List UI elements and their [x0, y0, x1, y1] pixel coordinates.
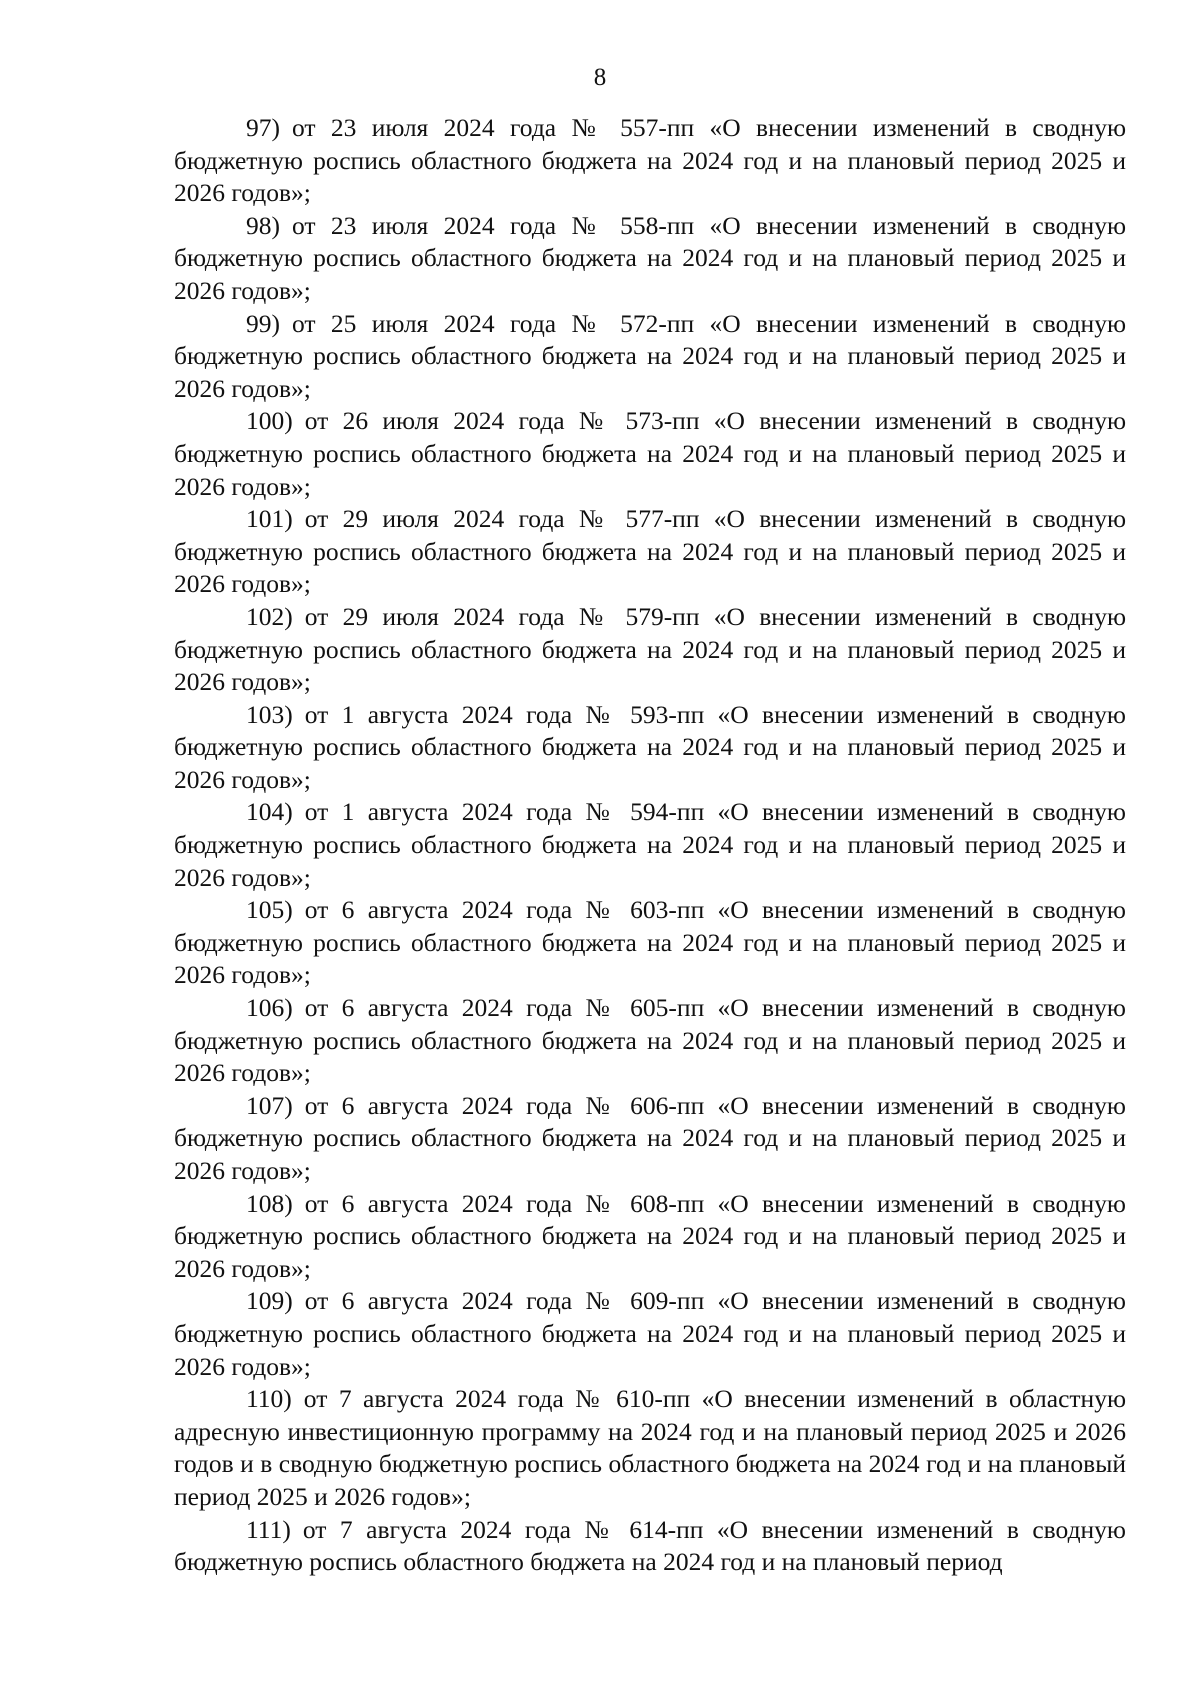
- item-text: от 6 августа 2024 года № 608-пп «О внесении изменений в сводную бюджетную роспись областного бюджета на 2024 год и на плановый период 2025 и 2026 годов»;: [174, 1188, 1126, 1283]
- list-item: [174, 1514, 1126, 1579]
- page-number: 8: [593, 64, 607, 91]
- item-text: от 29 июля 2024 года № 579-пп «О внесении изменений в сводную бюджетную роспись областного бюджета на 2024 год и на плановый период 2025 и 2026 годов»;: [174, 601, 1126, 697]
- list-item: [174, 601, 1126, 699]
- list-item: [174, 1188, 1126, 1286]
- item-number: 99): [246, 308, 280, 338]
- item-number: 108): [246, 1188, 293, 1218]
- item-text: от 23 июля 2024 года № 557-пп «О внесении изменений в сводную бюджетную роспись областного бюджета на 2024 год и на плановый период 2025 и 2026 годов»;: [174, 113, 1126, 208]
- item-text: от 7 августа 2024 года № 610-пп «О внесении изменений в областную адресную инвестиционную программу на 2024 год и на плановый период 2025 и 2026 годов и в сводную бюджетную роспись областного бюджета на 2024 год и на плановый период 2025 и 2026 годов»;: [174, 1384, 1126, 1511]
- item-number: 110): [246, 1384, 292, 1414]
- item-number: 101): [246, 504, 293, 534]
- item-text: от 6 августа 2024 года № 603-пп «О внесении изменений в сводную бюджетную роспись областного бюджета на 2024 год и на плановый период 2025 и 2026 годов»;: [174, 895, 1126, 990]
- list-item: [174, 992, 1126, 1090]
- list-item: [174, 112, 1126, 210]
- item-number: 109): [246, 1286, 293, 1316]
- list-item: [174, 1090, 1126, 1188]
- list-item: [174, 894, 1126, 992]
- item-text: от 23 июля 2024 года № 558-пп «О внесении изменений в сводную бюджетную роспись областного бюджета на 2024 год и на плановый период 2025 и 2026 годов»;: [174, 210, 1126, 305]
- item-text: от 6 августа 2024 года № 605-пп «О внесении изменений в сводную бюджетную роспись областного бюджета на 2024 год и на плановый период 2025 и 2026 годов»;: [174, 993, 1126, 1088]
- list-item: [174, 405, 1126, 503]
- item-number: 105): [246, 895, 293, 925]
- item-text: от 26 июля 2024 года № 573-пп «О внесении изменений в сводную бюджетную роспись областного бюджета на 2024 год и на плановый период 2025 и 2026 годов»;: [174, 406, 1126, 501]
- item-text: от 6 августа 2024 года № 609-пп «О внесении изменений в сводную бюджетную роспись областного бюджета на 2024 год и на плановый период 2025 и 2026 годов»;: [174, 1286, 1126, 1381]
- list-item: [174, 699, 1126, 797]
- item-number: 97): [246, 113, 280, 142]
- item-text: от 25 июля 2024 года № 572-пп «О внесении изменений в сводную бюджетную роспись областного бюджета на 2024 год и на плановый период 2025 и 2026 годов»;: [174, 308, 1126, 403]
- item-number: 106): [246, 993, 293, 1023]
- item-text: от 1 августа 2024 года № 594-пп «О внесении изменений в сводную бюджетную роспись областного бюджета на 2024 год и на плановый период 2025 и 2026 годов»;: [174, 797, 1126, 892]
- item-number: 100): [246, 406, 293, 436]
- document-body: [174, 112, 1126, 1579]
- item-number: 103): [246, 699, 293, 729]
- item-number: 102): [246, 601, 293, 631]
- item-text: от 7 августа 2024 года № 614-пп «О внесении изменений в сводную бюджетную роспись областного бюджета на 2024 год и на плановый период: [174, 1514, 1126, 1577]
- item-text: от 29 июля 2024 года № 577-пп «О внесении изменений в сводную бюджетную роспись областного бюджета на 2024 год и на плановый период 2025 и 2026 годов»;: [174, 504, 1126, 599]
- item-number: 107): [246, 1090, 293, 1120]
- list-item: [174, 1285, 1126, 1383]
- item-number: 98): [246, 210, 280, 240]
- item-number: 104): [246, 797, 293, 827]
- list-item: [174, 210, 1126, 308]
- item-number: 111): [246, 1514, 291, 1544]
- item-text: от 6 августа 2024 года № 606-пп «О внесении изменений в сводную бюджетную роспись областного бюджета на 2024 год и на плановый период 2025 и 2026 годов»;: [174, 1090, 1126, 1185]
- item-text: от 1 августа 2024 года № 593-пп «О внесении изменений в сводную бюджетную роспись областного бюджета на 2024 год и на плановый период 2025 и 2026 годов»;: [174, 699, 1126, 794]
- list-item: [174, 503, 1126, 601]
- list-item: [174, 796, 1126, 894]
- list-item: [174, 1383, 1126, 1513]
- list-item: [174, 308, 1126, 406]
